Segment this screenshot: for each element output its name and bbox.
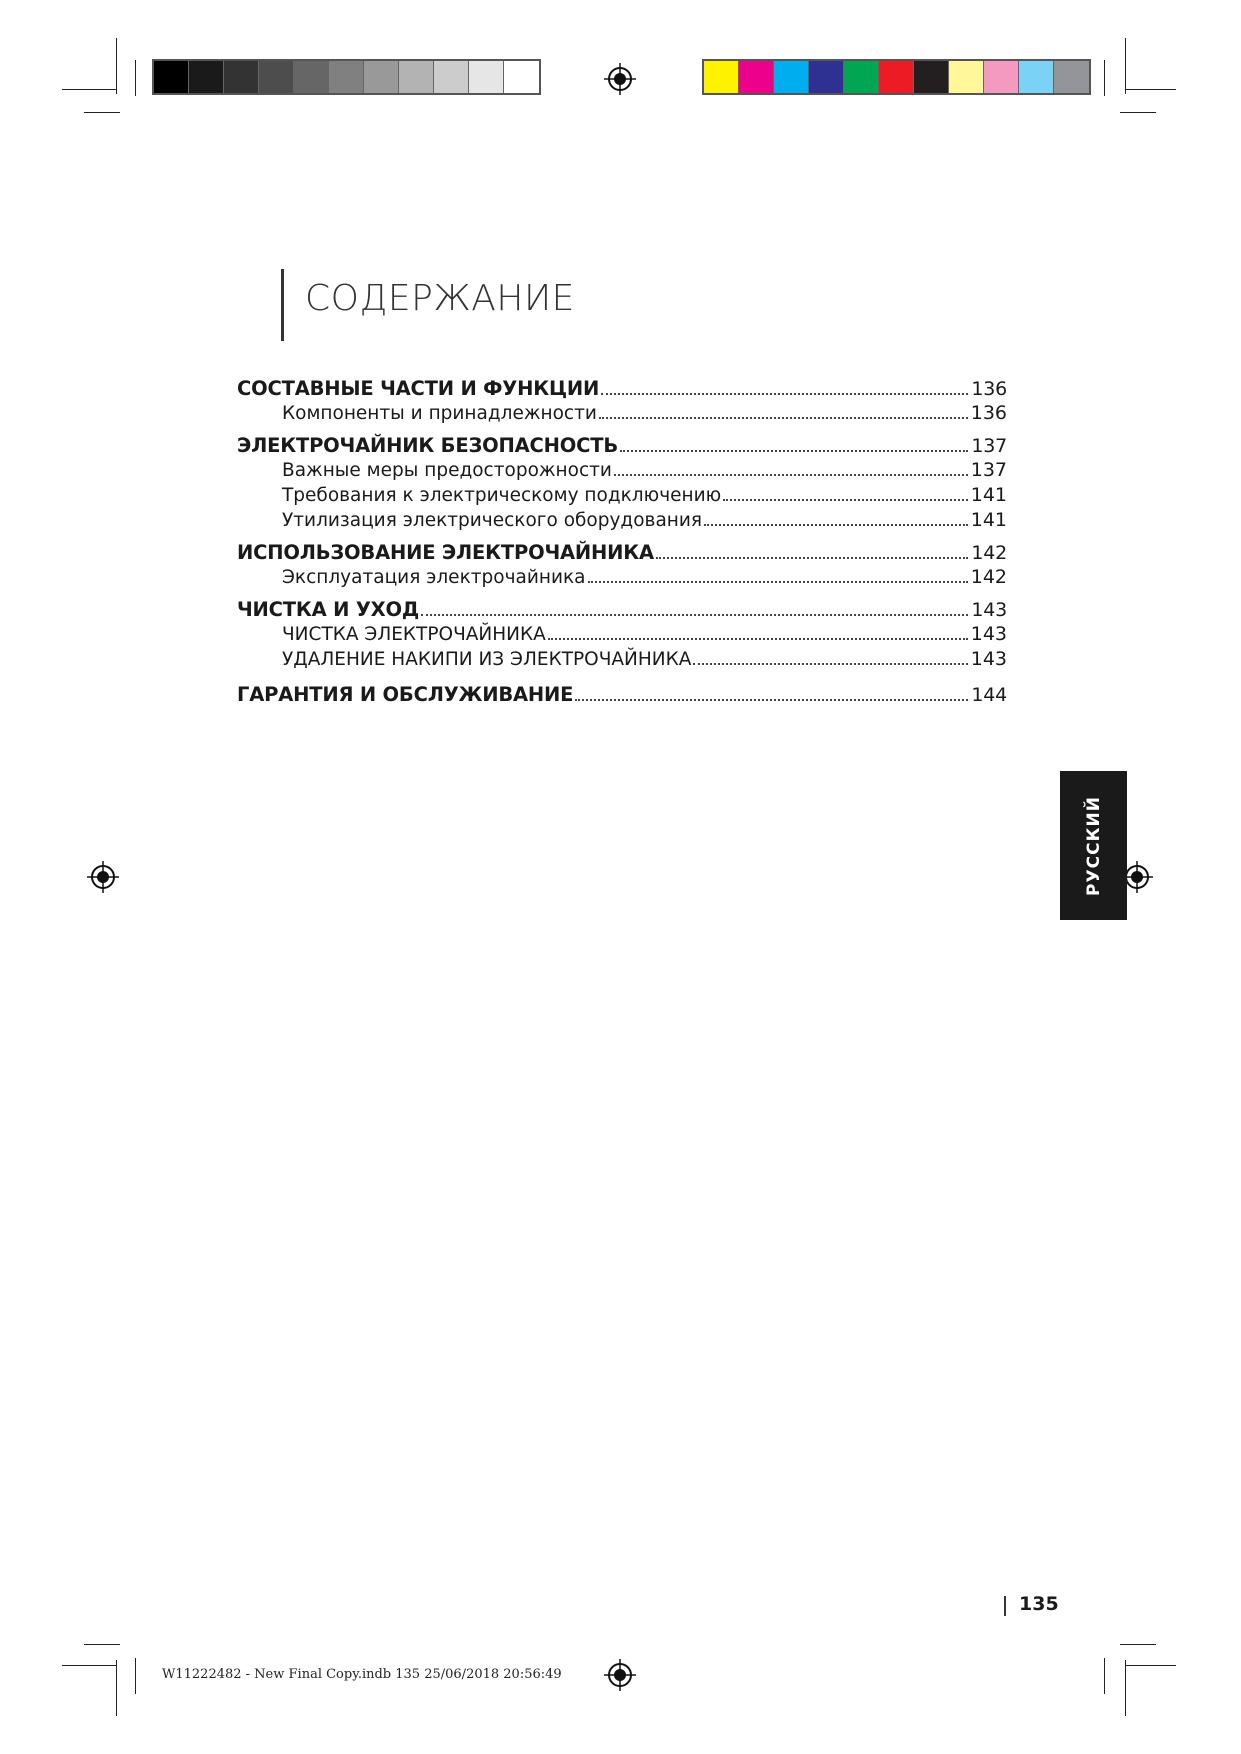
table-of-contents (237, 376, 1007, 707)
toc-label: ГАРАНТИЯ И ОБСЛУЖИВАНИЕ (237, 683, 574, 706)
toc-leader-dots (723, 499, 968, 501)
toc-section[interactable] (237, 433, 1007, 458)
toc-leader-dots (575, 699, 968, 701)
color-swatch (1054, 61, 1089, 93)
crop-mark (62, 89, 117, 90)
color-swatch (914, 61, 949, 93)
toc-page-number: 142 (970, 566, 1007, 588)
toc-label: Компоненты и принадлежности (282, 403, 597, 424)
crop-mark (62, 1665, 117, 1666)
crop-mark (84, 112, 120, 113)
toc-section[interactable] (237, 540, 1007, 565)
toc-label: ЧИСТКА И УХОД (237, 598, 420, 621)
toc-subsection[interactable] (237, 458, 1007, 483)
toc-subsection[interactable] (237, 401, 1007, 426)
gray-swatch (294, 61, 329, 93)
crop-mark (1104, 60, 1105, 96)
print-slug-file: W11222482 - New Final Copy.indb 135 (162, 1667, 421, 1682)
toc-label: ЧИСТКА ЭЛЕКТРОЧАЙНИКА (282, 624, 546, 645)
toc-label: Важные меры предосторожности (282, 460, 612, 481)
crop-mark (135, 1658, 136, 1694)
crop-mark (1125, 38, 1126, 94)
toc-leader-dots (548, 638, 968, 640)
toc-page-number: 143 (971, 599, 1007, 621)
gray-swatch (189, 61, 224, 93)
gray-swatch (259, 61, 294, 93)
color-swatch (704, 61, 739, 93)
crop-mark (1126, 1665, 1176, 1666)
toc-page-number: 137 (971, 435, 1007, 457)
crop-mark (1120, 112, 1156, 113)
print-slug (162, 1667, 562, 1682)
crop-mark (116, 38, 117, 94)
toc-label: Требования к электрическому подключению (282, 485, 722, 506)
toc-label: Утилизация электрического оборудования (282, 510, 703, 531)
crop-mark (1125, 1660, 1126, 1716)
color-swatch (774, 61, 809, 93)
toc-page-number: 143 (970, 648, 1007, 670)
crop-mark (1104, 1658, 1105, 1694)
gray-swatch (469, 61, 504, 93)
toc-leader-dots (620, 450, 968, 452)
crop-mark (135, 60, 136, 96)
gray-swatch (504, 61, 539, 93)
color-swatch (844, 61, 879, 93)
toc-leader-dots (614, 474, 968, 476)
toc-page-number: 141 (970, 484, 1007, 506)
toc-label: ИСПОЛЬЗОВАНИЕ ЭЛЕКТРОЧАЙНИКА (237, 541, 654, 564)
toc-subsection[interactable] (237, 647, 1007, 672)
language-tab-label: РУССКИЙ (1083, 795, 1104, 896)
grayscale-swatch-bar (152, 59, 541, 95)
page-number-rule (1004, 1596, 1006, 1616)
color-swatch (1019, 61, 1054, 93)
toc-page-number: 141 (970, 509, 1007, 531)
gray-swatch (434, 61, 469, 93)
toc-page-number: 136 (970, 402, 1007, 424)
toc-leader-dots (693, 663, 967, 665)
toc-leader-dots (704, 524, 968, 526)
gray-swatch (329, 61, 364, 93)
language-tab (1060, 771, 1127, 920)
toc-page-number: 143 (970, 623, 1007, 645)
color-swatch (984, 61, 1019, 93)
registration-mark-icon (604, 1659, 636, 1691)
toc-page-number: 137 (970, 459, 1007, 481)
toc-label: Эксплуатация электрочайника (282, 567, 586, 588)
toc-subsection[interactable] (237, 622, 1007, 647)
toc-section[interactable] (237, 376, 1007, 401)
crop-mark (84, 1644, 120, 1645)
registration-mark-icon (604, 63, 636, 95)
crop-mark (1126, 89, 1176, 90)
color-swatch (879, 61, 914, 93)
toc-label: УДАЛЕНИЕ НАКИПИ ИЗ ЭЛЕКТРОЧАЙНИКА (282, 649, 692, 670)
toc-label: СОСТАВНЫЕ ЧАСТИ И ФУНКЦИИ (237, 377, 600, 400)
toc-section[interactable] (237, 682, 1007, 707)
color-swatch (949, 61, 984, 93)
toc-subsection[interactable] (237, 483, 1007, 508)
color-swatch-bar (702, 59, 1091, 95)
page-title: СОДЕРЖАНИЕ (305, 278, 575, 319)
toc-subsection[interactable] (237, 565, 1007, 590)
toc-leader-dots (599, 417, 968, 419)
toc-leader-dots (601, 393, 968, 395)
registration-mark-icon (87, 861, 119, 893)
print-slug-date: 25/06/2018 20:56:49 (424, 1667, 562, 1682)
toc-leader-dots (588, 581, 968, 583)
gray-swatch (364, 61, 399, 93)
toc-subsection[interactable] (237, 508, 1007, 533)
toc-page-number: 144 (971, 684, 1007, 706)
gray-swatch (154, 61, 189, 93)
toc-leader-dots (421, 614, 968, 616)
color-swatch (809, 61, 844, 93)
toc-section[interactable] (237, 597, 1007, 622)
gray-swatch (399, 61, 434, 93)
crop-mark (116, 1660, 117, 1716)
gray-swatch (224, 61, 259, 93)
toc-page-number: 136 (971, 378, 1007, 400)
toc-label: ЭЛЕКТРОЧАЙНИК БЕЗОПАСНОСТЬ (237, 434, 618, 457)
crop-mark (1120, 1644, 1156, 1645)
toc-page-number: 142 (971, 542, 1007, 564)
title-rule (281, 269, 284, 341)
toc-leader-dots (656, 557, 968, 559)
page-number: 135 (1019, 1593, 1059, 1615)
color-swatch (739, 61, 774, 93)
